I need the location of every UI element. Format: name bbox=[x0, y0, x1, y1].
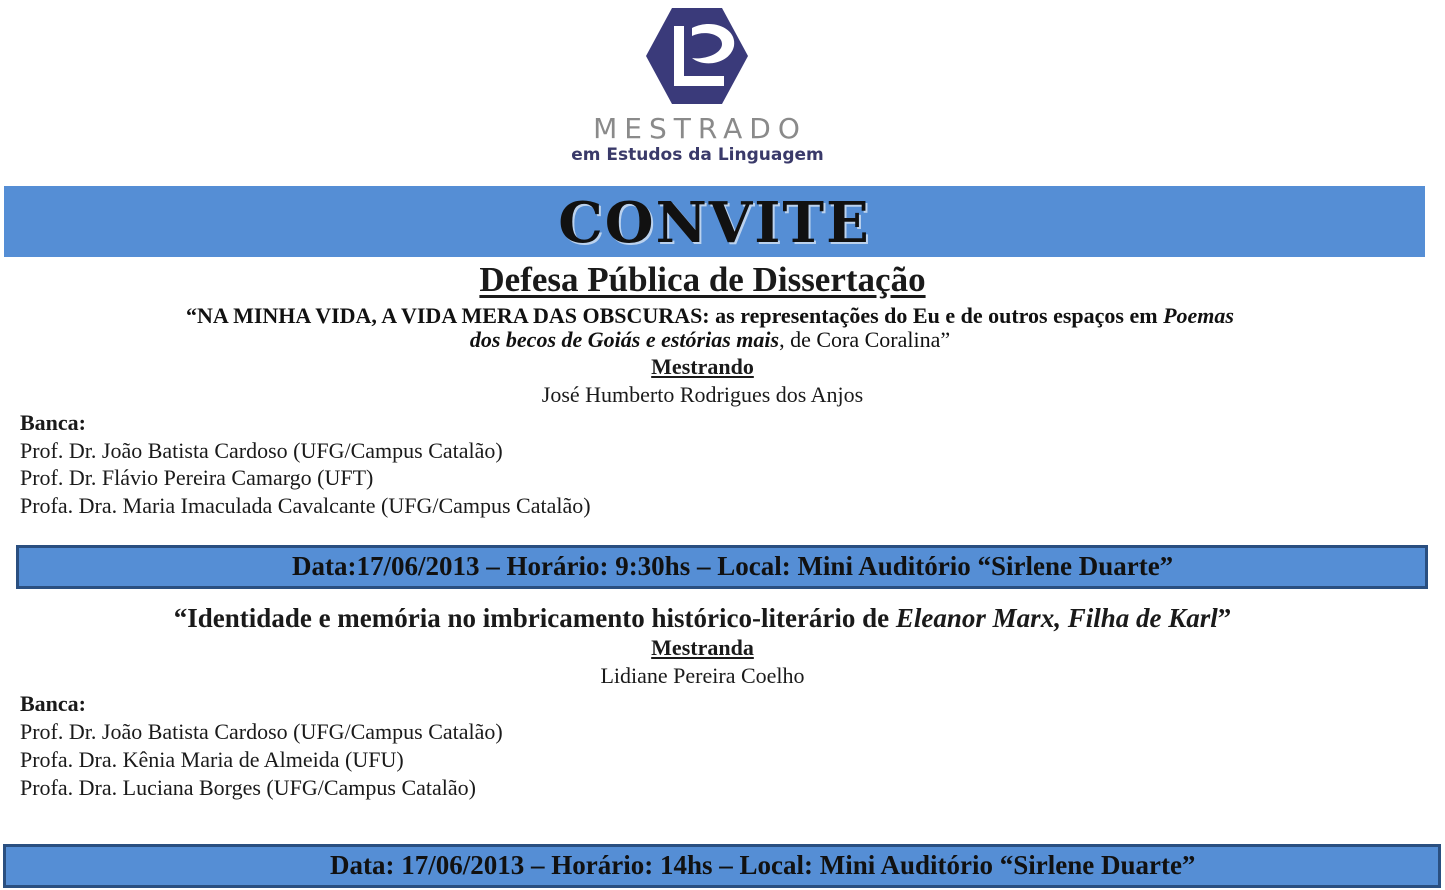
logo-title: MESTRADO bbox=[593, 112, 807, 145]
invite-banner bbox=[4, 186, 1425, 257]
student2-role bbox=[0, 635, 1405, 661]
banca2-member: Profa. Dra. Kênia Maria de Almeida (UFU) bbox=[20, 747, 404, 772]
student2-role-label: Mestranda bbox=[651, 635, 754, 660]
thesis2-title-part1: “Identidade e memória no imbricamento histórico-literário de bbox=[173, 603, 896, 633]
thesis2-title-part2: ” bbox=[1217, 603, 1232, 633]
student1-name: José Humberto Rodrigues dos Anjos bbox=[541, 382, 864, 407]
thesis1-title-part1: “NA MINHA VIDA, A VIDA MERA DAS OBSCURAS: as representações do Eu e de outros espaços em bbox=[186, 303, 1164, 328]
banca2-member: Profa. Dra. Luciana Borges (UFG/Campus Catalão) bbox=[20, 775, 476, 800]
thesis1-title-part2: , de Cora Coralina” bbox=[779, 327, 951, 352]
banca1-member: Prof. Dr. Flávio Pereira Camargo (UFT) bbox=[20, 465, 374, 490]
thesis2-title-italic: Eleanor Marx, Filha de Karl bbox=[895, 603, 1218, 633]
defense1-info-text: Data:17/06/2013 – Horário: 9:30hs – Local: Mini Auditório “Sirlene Duarte” bbox=[292, 551, 1174, 581]
student1-role bbox=[0, 354, 1405, 380]
thesis2-title bbox=[0, 603, 1405, 634]
banca1-member: Prof. Dr. João Batista Cardoso (UFG/Campus Catalão) bbox=[20, 438, 503, 463]
student1-role-label: Mestrando bbox=[651, 354, 754, 379]
thesis1-title-line1 bbox=[30, 304, 1390, 328]
invite-title: CONVITE bbox=[558, 190, 871, 256]
banca2-member: Prof. Dr. João Batista Cardoso (UFG/Campus Catalão) bbox=[20, 719, 503, 744]
banca1-member: Profa. Dra. Maria Imaculada Cavalcante (UFG/Campus Catalão) bbox=[20, 493, 591, 518]
thesis1-title-italic2: dos becos de Goiás e estórias mais bbox=[469, 327, 780, 352]
defense2-info-text: Data: 17/06/2013 – Horário: 14hs – Local: Mini Auditório “Sirlene Duarte” bbox=[330, 850, 1196, 880]
student2-name: Lidiane Pereira Coelho bbox=[600, 663, 805, 688]
thesis1-title-italic1: Poemas bbox=[1163, 303, 1234, 328]
program-logo-icon bbox=[642, 6, 752, 106]
logo-subtitle: em Estudos da Linguagem bbox=[571, 145, 824, 165]
thesis1-title-line2 bbox=[30, 328, 1390, 352]
defense-heading: Defesa Pública de Dissertação bbox=[479, 260, 926, 299]
banca2-label: Banca: bbox=[20, 691, 86, 716]
banca1-label: Banca: bbox=[20, 410, 86, 435]
